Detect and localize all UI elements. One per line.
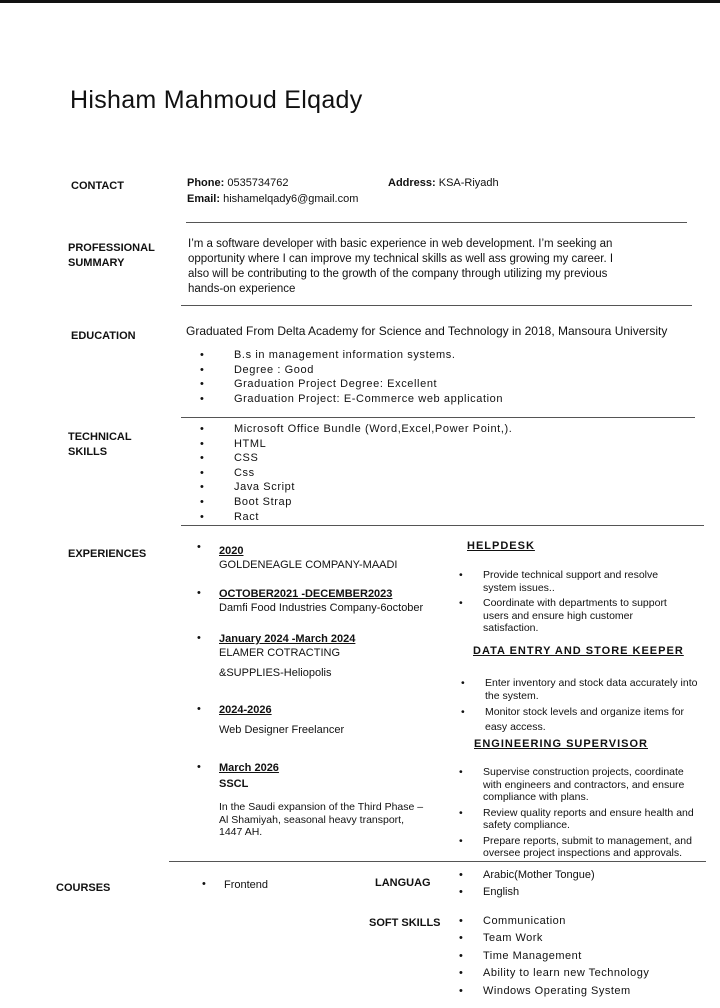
soft-skill-item: • Windows Operating System [459,984,649,998]
soft-skill-item: • Time Management [459,949,649,963]
experience-entry [219,544,398,572]
experience-company: SSCL [219,778,249,790]
experience-date: March 2026 [219,762,279,774]
description-line: 1447 AH. [219,826,263,838]
bullet: • [197,632,201,644]
experience-entry [219,761,423,839]
engineering-list [459,766,694,863]
engineering-item [459,766,694,804]
skills-heading [68,430,132,460]
item-line: easy access. [485,721,546,733]
top-border [0,0,720,3]
summary-line: I’m a software developer with basic experience in web development. I’m seeking an [188,238,613,250]
skills-heading-line2: SKILLS [68,446,108,458]
engineering-item [459,835,694,860]
experience-company-line2: &SUPPLIES-Heliopolis [219,667,332,679]
email-line [187,192,358,206]
item-line: • Coordinate with departments to support [483,597,667,609]
skills-list [200,422,512,524]
bullet: • [197,761,201,773]
experience-company: ELAMER COTRACTING [219,647,341,659]
language-list [459,868,595,903]
skill-item: • Microsoft Office Bundle (Word,Excel,Power Point,). [200,422,512,437]
summary-line: also will be contributing to the growth of the company through utilizing my previous [188,268,608,280]
data-entry-item [461,677,697,702]
experience-date: 2020 [219,545,244,557]
summary-heading-line2: SUMMARY [68,257,125,269]
experience-entry [219,703,344,737]
summary-heading-line1: PROFESSIONAL [68,242,155,254]
courses-heading: COURSES [56,882,111,894]
language-item: • English [459,885,595,899]
address-label: Address: [388,177,436,189]
education-heading: EDUCATION [71,330,136,342]
soft-skill-item: • Ability to learn new Technology [459,966,649,980]
soft-skills-list [459,914,649,1001]
data-entry-title: DATA ENTRY AND STORE KEEPER [473,645,684,657]
item-line: compliance with plans. [483,791,589,803]
item-line: satisfaction. [483,622,539,634]
education-list [200,348,503,406]
item-line: • Prepare reports, submit to management, and [483,834,692,847]
data-entry-list [461,677,697,738]
item-line: safety compliance. [483,819,570,831]
experience-entry [219,587,423,615]
bullet: • [197,703,201,715]
item-line: • Supervise construction projects, coordinate [483,766,684,778]
divider [181,525,704,526]
phone-label: Phone: [187,177,225,189]
skill-item: • CSS [200,451,512,466]
skill-item: • Boot Strap [200,495,512,510]
experience-company: Damfi Food Industries Company-6october [219,602,424,614]
skill-item: • HTML [200,437,512,452]
helpdesk-title: HELPDESK [467,540,535,552]
soft-skill-item: • Team Work [459,931,649,945]
soft-skills-heading: SOFT SKILLS [369,917,441,929]
description-line: Al Shamiyah, seasonal heavy transport, [219,813,405,826]
skill-item: • Ract [200,510,512,525]
data-entry-item [461,705,697,735]
email-value: hishamelqady6@gmail.com [220,193,359,205]
item-line: with engineers and contractors, and ensure [483,778,685,791]
course-item: Frontend [224,879,269,891]
helpdesk-list [459,569,667,638]
helpdesk-item [459,569,667,594]
item-line: oversee project inspections and approvals. [483,847,683,859]
bullet: • [197,587,201,599]
bullet: • [202,878,206,890]
engineering-item [459,807,694,832]
education-item: • Graduation Project Degree: Excellent [200,377,503,392]
contact-heading: CONTACT [71,180,124,192]
education-item: • B.s in management information systems. [200,348,503,363]
divider [181,305,692,306]
phone-line [187,176,289,190]
experience-date: January 2024 -March 2024 [219,633,356,645]
education-item: • Degree : Good [200,363,503,378]
skill-item: • Css [200,466,512,481]
divider [181,417,695,418]
experience-description [219,801,423,839]
item-line: system issues.. [483,581,555,594]
experience-date: OCTOBER2021 -DECEMBER2023 [219,588,393,600]
skill-item: • Java Script [200,480,512,495]
item-line: users and ensure high customer [483,609,633,622]
experience-date: 2024-2026 [219,704,272,716]
item-line: • Enter inventory and stock data accurately into [485,677,698,689]
item-line: • Provide technical support and resolve [483,569,659,581]
skills-heading-line1: TECHNICAL [68,431,132,443]
education-item: • Graduation Project: E-Commerce web application [200,392,503,407]
summary-heading [68,241,155,271]
language-item: • Arabic(Mother Tongue) [459,868,595,882]
summary-line: opportunity where I can improve my technical skills as well ass growing my career. I [188,253,614,265]
engineering-title: ENGINEERING SUPERVISOR [474,738,648,750]
divider [186,222,687,223]
phone-value: 0535734762 [224,177,289,189]
experience-entry [219,632,355,680]
summary-text [188,237,613,297]
language-heading: LANGUAG [375,877,431,889]
item-line: • Monitor stock levels and organize items for [485,706,685,718]
address-line [388,176,499,190]
experience-company: GOLDENEAGLE COMPANY-MAADI [219,559,398,571]
summary-line: hands-on experience [188,283,296,295]
item-line: • Review quality reports and ensure health and [483,806,694,819]
candidate-name: Hisham Mahmoud Elqady [70,86,363,114]
address-value: KSA-Riyadh [435,177,499,189]
email-label: Email: [187,193,221,205]
soft-skill-item: • Communication [459,914,649,928]
education-title: Graduated From Delta Academy for Science and Technology in 2018, Mansoura University [186,324,668,338]
experiences-heading: EXPERIENCES [68,548,147,560]
bullet: • [197,541,201,553]
item-line: the system. [485,689,539,702]
description-line: In the Saudi expansion of the Third Phase – [219,801,424,813]
experience-company: Web Designer Freelancer [219,724,345,736]
divider [169,861,706,862]
helpdesk-item [459,597,667,635]
